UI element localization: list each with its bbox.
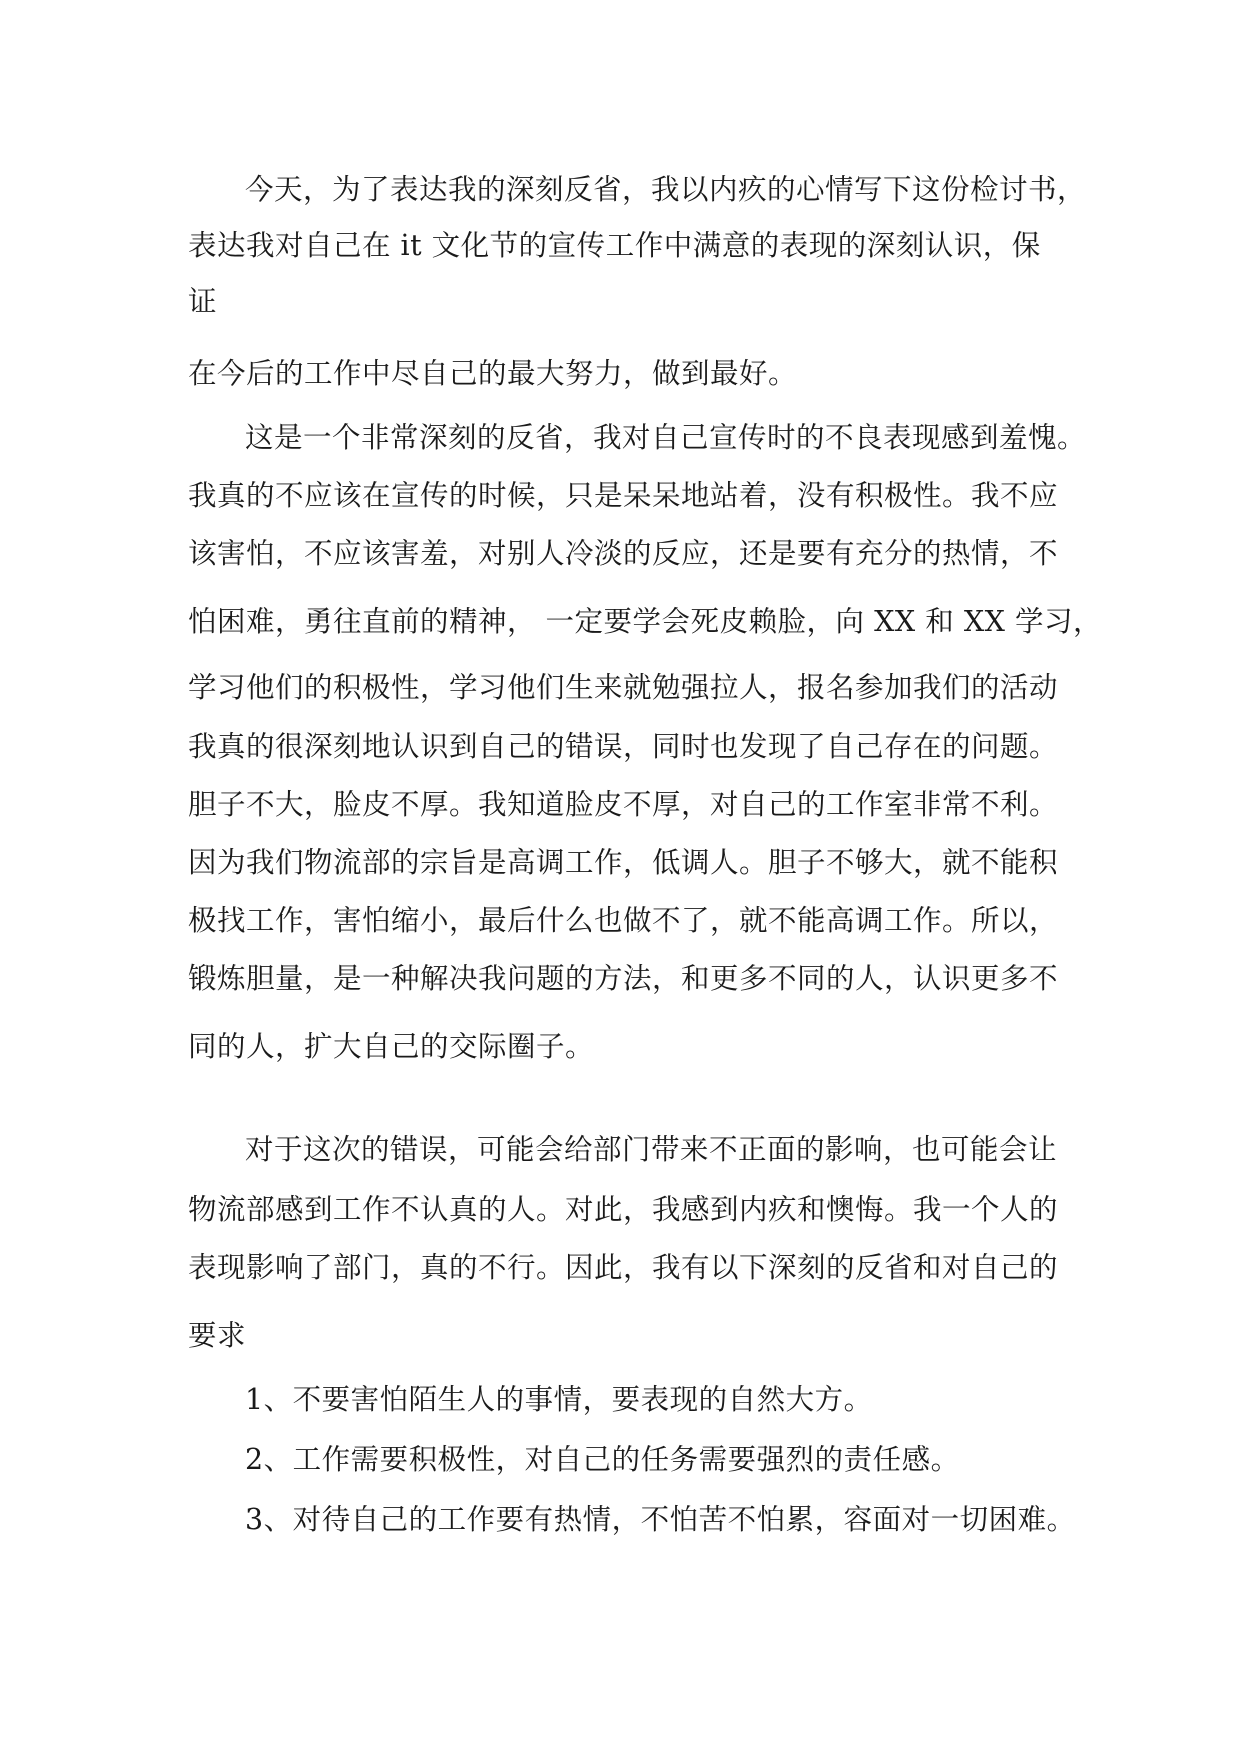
list-item: 2、工作需要积极性，对自己的任务需要强烈的责任感。 (245, 1443, 960, 1476)
text-line: 物流部感到工作不认真的人。对此，我感到内疚和懊悔。我一个人的 (188, 1193, 1059, 1226)
text-line: 我真的不应该在宣传的时候，只是呆呆地站着，没有积极性。我不应 (188, 479, 1059, 512)
text-line: 怕困难，勇往直前的精神， 一定要学会死皮赖脸，向 XX 和 XX 学习， (188, 605, 1102, 638)
text-line: 这是一个非常深刻的反省，我对自己宣传时的不良表现感到羞愧。 (245, 421, 1087, 454)
text-line: 表达我对自己在 it 文化节的宣传工作中满意的表现的深刻认识，保 (188, 229, 1041, 262)
text-line: 证 (188, 285, 218, 318)
text-line: 表现影响了部门，真的不行。因此，我有以下深刻的反省和对自己的 (188, 1251, 1059, 1284)
text-line: 在今后的工作中尽自己的最大努力，做到最好。 (188, 357, 798, 390)
text-line: 因为我们物流部的宗旨是高调工作，低调人。胆子不够大，就不能积 (188, 846, 1059, 879)
text-line: 同的人，扩大自己的交际圈子。 (188, 1030, 595, 1063)
text-line: 对于这次的错误，可能会给部门带来不正面的影响，也可能会让 (245, 1133, 1058, 1166)
text-line: 该害怕，不应该害羞，对别人冷淡的反应，还是要有充分的热情，不 (188, 537, 1059, 570)
text-line: 今天，为了表达我的深刻反省，我以内疚的心情写下这份检讨书， (245, 173, 1087, 206)
text-line: 我真的很深刻地认识到自己的错误，同时也发现了自己存在的问题。 (188, 730, 1059, 763)
text-line: 胆子不大，脸皮不厚。我知道脸皮不厚，对自己的工作室非常不利。 (188, 788, 1059, 821)
text-line: 极找工作，害怕缩小，最后什么也做不了，就不能高调工作。所以， (188, 904, 1059, 937)
list-item: 3、对待自己的工作要有热情，不怕苦不怕累，容面对一切困难。 (245, 1503, 1076, 1536)
text-line: 锻炼胆量，是一种解决我问题的方法，和更多不同的人，认识更多不 (188, 962, 1059, 995)
text-line: 要求 (188, 1319, 247, 1352)
text-line: 学习他们的积极性，学习他们生来就勉强拉人，报名参加我们的活动 (188, 671, 1059, 704)
list-item: 1、不要害怕陌生人的事情，要表现的自然大方。 (245, 1383, 873, 1416)
